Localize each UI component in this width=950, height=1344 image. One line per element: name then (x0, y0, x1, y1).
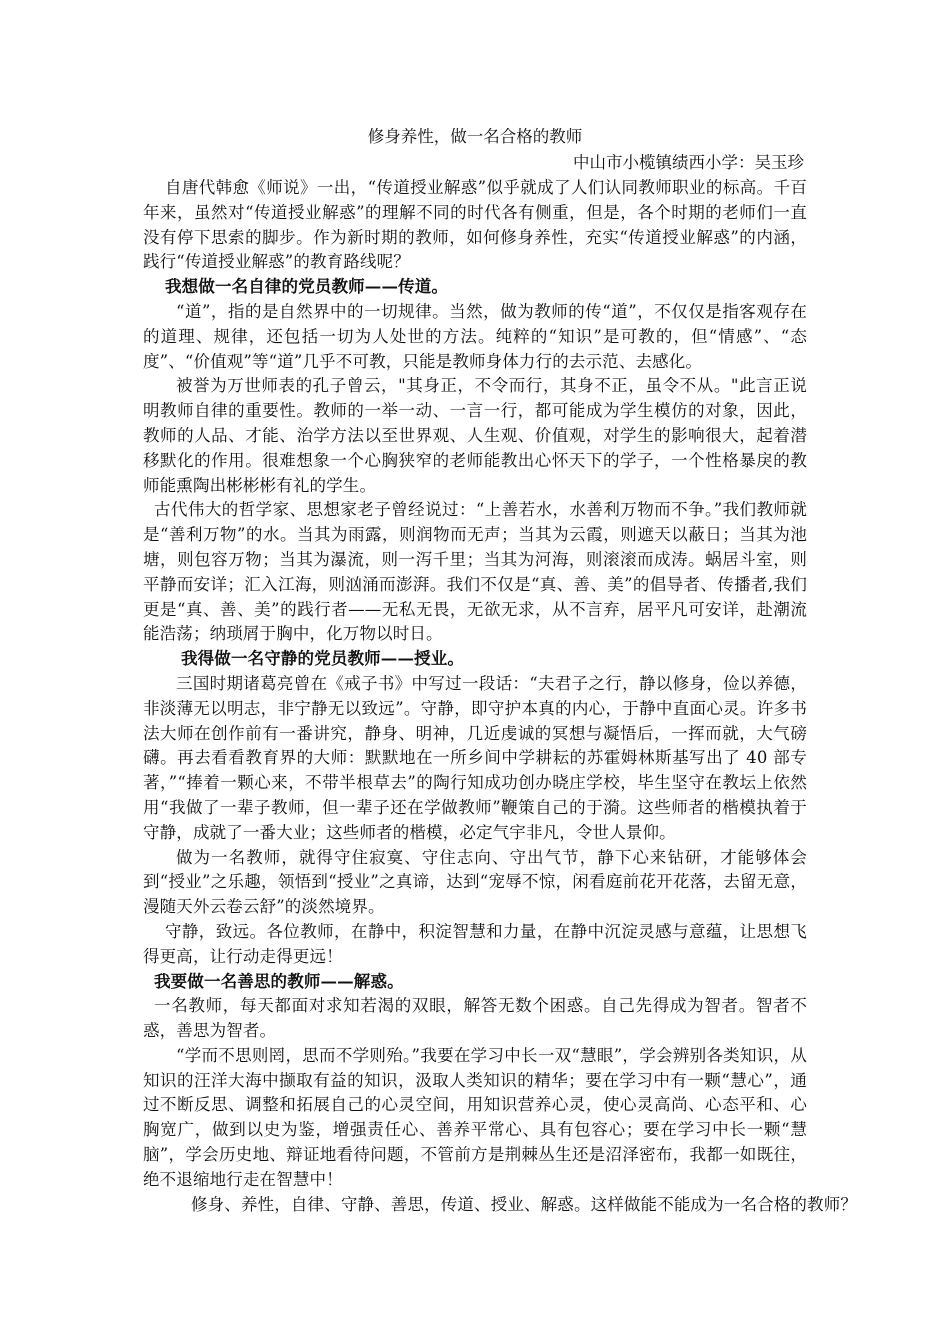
paragraph: “道”，指的是自然界中的一切规律。当然，做为教师的传“道”，不仅仅是指客观存在的道理、规律，还包括一切为人处世的方法。纯粹的“知识”是可教的，但“情感”、“态度”、“价值观”等“道”几乎不可教，只能是教师身体力行的去示范、去感化。 (143, 301, 807, 371)
paragraph: 做为一名教师，就得守住寂寞、守住志向、守出气节，静下心来钻研，才能够体会到“授业”之乐趣，领悟到“授业”之真谛，达到“宠辱不惊，闲看庭前花开花落，去留无意，漫随天外云卷云舒”的淡然境界。 (143, 847, 807, 917)
paragraph: 古代伟大的哲学家、思想家老子曾经说过：“上善若水，水善利万物而不争。”我们教师就是“善利万物”的水。当其为雨露，则润物而无声；当其为云霞，则遮天以蔽日；当其为池塘，则包容万物；当其为瀑流，则一泻千里；当其为河海，则滚滚而成涛。蜗居斗室，则平静而安详；汇入江海，则汹涌而澎湃。我们不仅是“真、善、美”的倡导者、传播者,我们更是“真、善、美”的践行者——无私无畏，无欲无求，从不言弃，居平凡可安详，赴潮流能浩荡；纳琐屑于胸中，化万物以时日。 (143, 500, 807, 644)
paragraph: 一名教师，每天都面对求知若渴的双眼，解答无数个困惑。自己先得成为智者。智者不惑，善思为智者。 (143, 996, 807, 1041)
paragraph: 守静，致远。各位教师，在静中，积淀智慧和力量，在静中沉淀灵感与意蕴，让思想飞得更高，让行动走得更远！ (143, 921, 807, 966)
author-line: 中山市小榄镇绩西小学：吴玉珍 (573, 153, 804, 172)
document-body (143, 176, 857, 1217)
paragraph: 三国时期诸葛亮曾在《戒子书》中写过一段话：“夫君子之行，静以修身，俭以养德，非淡薄无以明志，非宁静无以致远”。守静，即守护本真的内心，于静中直面心灵。许多书法大师在创作前有一番讲究，静身、明神，几近虔诚的冥想与凝悟后，一挥而就，大气磅礴。再去看看教育界的大师：默默地在一所乡间中学耕耘的苏霍姆林斯基写出了 40 部专著，”“捧着一颗心来，不带半根草去”的陶行知成功创办晓庄学校，毕生坚守在教坛上依然用“我做了一辈子教师，但一辈子还在学做教师”鞭策自己的于漪。这些师者的楷模执着于守静，成就了一番大业；这些师者的楷模，必定气宇非凡，令世人景仰。 (143, 673, 807, 842)
section-heading-jiehuo: 我要做一名善思的教师——解惑。 (154, 971, 404, 991)
section-heading-shouye: 我得做一名守静的党员教师——授业。 (181, 649, 465, 669)
document-title: 修身养性，做一名合格的教师 (367, 127, 583, 146)
paragraph: 被誉为万世师表的孔子曾云，"其身正，不令而行，其身不正，虽令不从。"此言正说明教师自律的重要性。教师的一举一动、一言一行，都可能成为学生模仿的对象，因此，教师的人品、才能、治学方法以至世界观、人生观、价值观，对学生的影响很大，起着潜移默化的作用。很难想象一个心胸狭窄的老师能教出心怀天下的学子，一个性格暴戾的教师能熏陶出彬彬彬有礼的学生。 (143, 376, 807, 495)
paragraph-intro: 自唐代韩愈《师说》一出，“传道授业解惑”似乎就成了人们认同教师职业的标高。千百年来，虽然对“传道授业解惑”的理解不同的时代各有侧重，但是，各个时期的老师们一直没有停下思索的脚步。作为新时期的教师，如何修身养性，充实“传道授业解惑”的内涵，践行“传道授业解惑”的教育路线呢？ (143, 178, 807, 272)
paragraph: “学而不思则罔，思而不学则殆。”我要在学习中长一双“慧眼”，学会辨别各类知识，从知识的汪洋大海中撷取有益的知识，汲取人类知识的精华；要在学习中有一颗“慧心”，通过不断反思、调整和拓展自己的心灵空间，用知识营养心灵，使心灵高尚、心态平和、心胸宽广，做到以史为鉴，增强责任心、善养平常心、具有包容心；要在学习中长一颗“慧脑”，学会历史地、辩证地看待问题，不管前方是荆棘丛生还是沼泽密布，我都一如既往，绝不退缩地行走在智慧中！ (143, 1045, 807, 1189)
section-heading-chuandao: 我想做一名自律的党员教师——传道。 (165, 277, 449, 297)
paragraph-conclusion: 修身、养性，自律、守静、善思，传道、授业、解惑。这样做能不能成为一名合格的教师？ (191, 1194, 857, 1214)
